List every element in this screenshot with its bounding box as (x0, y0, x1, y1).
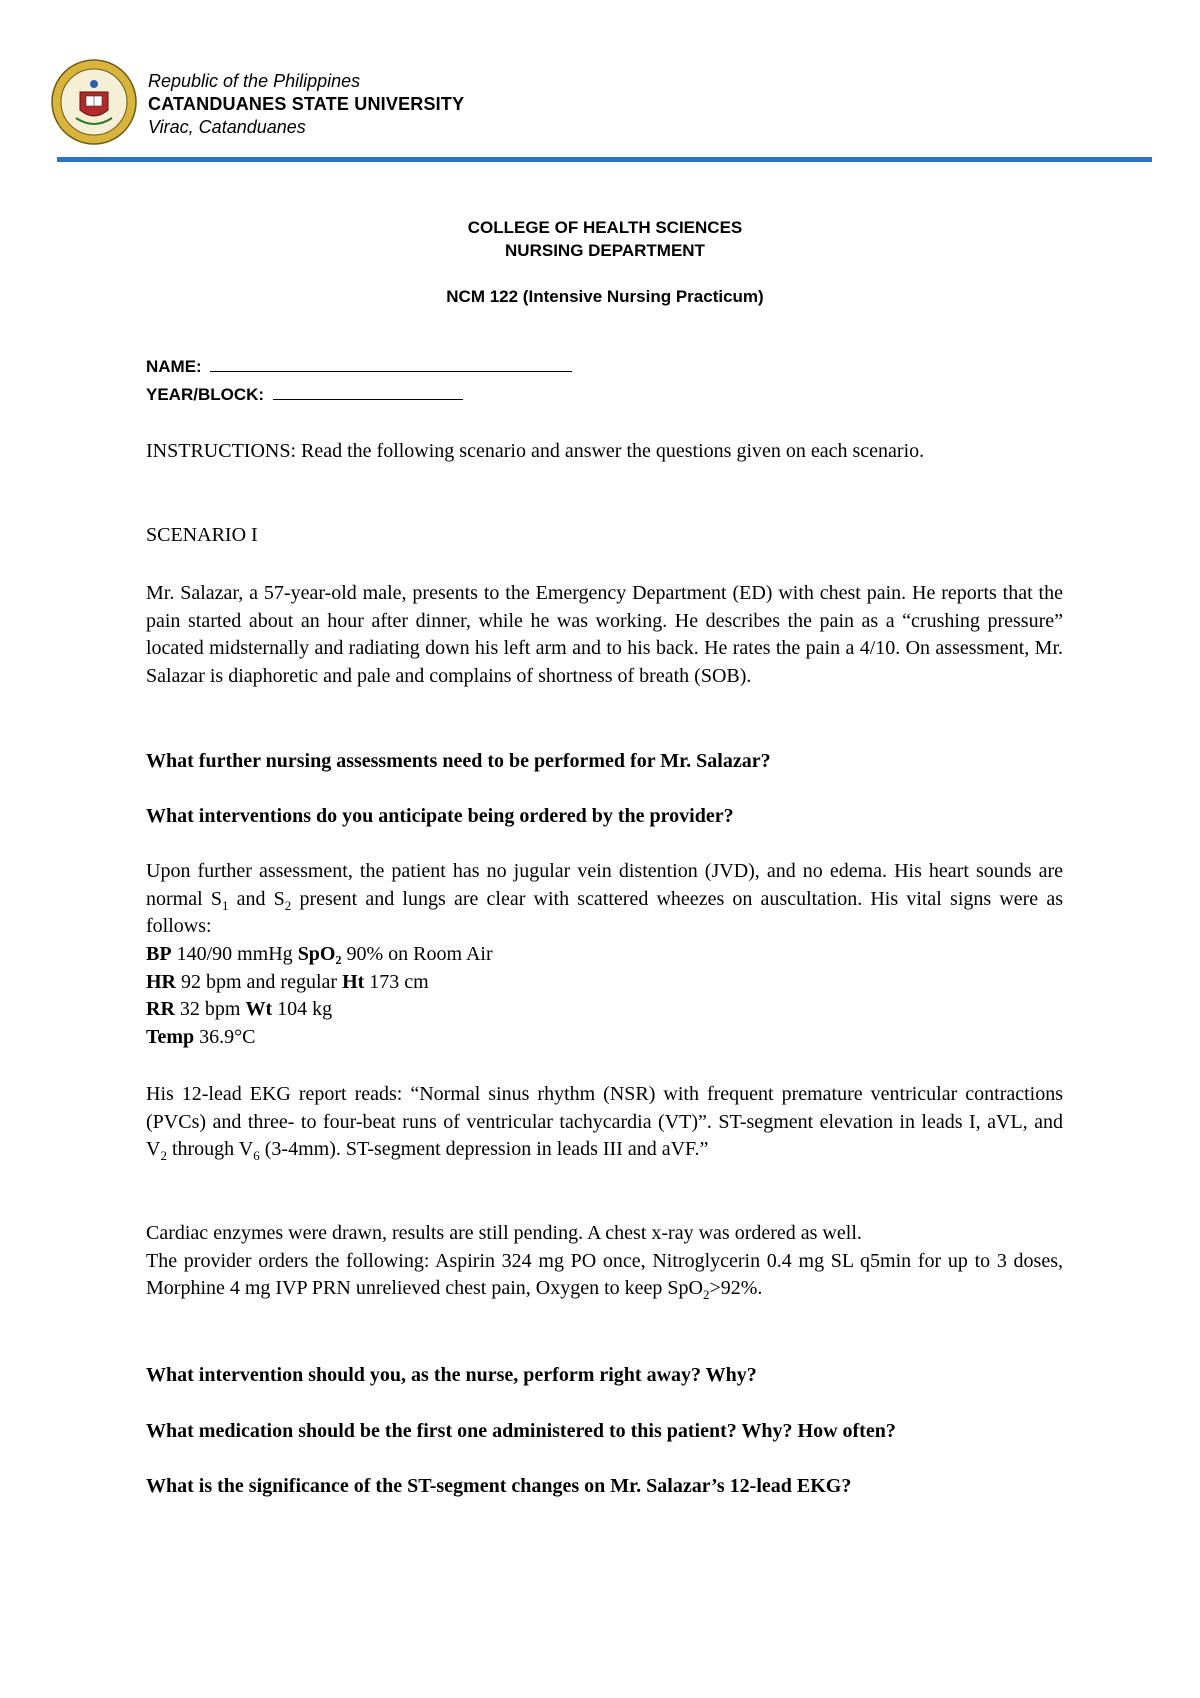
vitals-row-temp (146, 1024, 1063, 1052)
department-heading: NURSING DEPARTMENT (505, 241, 705, 260)
name-field (146, 355, 572, 377)
rr-value: 32 bpm (174, 998, 246, 1020)
bp-label: BP (146, 943, 172, 965)
yearblock-field (146, 383, 463, 405)
assessment-text-2: and S (228, 887, 285, 910)
hr-value: 92 bpm and regular (176, 970, 343, 993)
question-2: What interventions do you anticipate being ordered by the provider? (146, 805, 734, 827)
scenario-title: SCENARIO I (146, 524, 258, 546)
rr-label: RR (146, 998, 175, 1020)
question-5: What is the significance of the ST-segment changes on Mr. Salazar’s 12-lead EKG? (146, 1475, 852, 1497)
assessment-text-3: present and lungs are clear with scattered wheezes on auscultation. His vital signs were as follows: (146, 887, 1064, 937)
university-name: CATANDUANES STATE UNIVERSITY (148, 94, 465, 114)
ht-label: Ht (342, 970, 365, 993)
name-label: NAME: (146, 357, 202, 376)
university-location: Virac, Catanduanes (148, 117, 306, 137)
enzymes-line: Cardiac enzymes were drawn, results are still pending. A chest x-ray was ordered as well. (146, 1222, 862, 1244)
course-heading: NCM 122 (Intensive Nursing Practicum) (446, 287, 764, 306)
bp-value: 140/90 mmHg (171, 943, 298, 965)
instructions-paragraph: INSTRUCTIONS: Read the following scenario and answer the questions given on each scenario. (146, 440, 925, 462)
orders-text: The provider orders the following: Aspirin 324 mg PO once, Nitroglycerin 0.4 mg SL q5min for up to 3 doses, Morphine 4 mg IVP PRN unrelieved chest pain, Oxygen to keep SpO (146, 1249, 1063, 1299)
yearblock-blank-line[interactable] (273, 383, 463, 400)
orders-text-end: >92%. (709, 1277, 763, 1299)
vitals-row-hr (146, 969, 1063, 997)
ekg-text-3: (3-4mm). ST-segment depression in leads III and aVF.” (259, 1138, 709, 1160)
wt-value: 104 kg (272, 998, 333, 1020)
vital-signs-list (146, 941, 1063, 1051)
assessment-paragraph (146, 858, 1063, 941)
question-1: What further nursing assessments need to be performed for Mr. Salazar? (146, 750, 771, 772)
hr-label: HR (146, 970, 176, 993)
temp-label: Temp (146, 1025, 195, 1048)
question-3: What intervention should you, as the nurse, perform right away? Why? (146, 1364, 757, 1386)
assessment-sub-2: 2 (284, 897, 292, 913)
vitals-row-bp (146, 941, 1063, 969)
vitals-row-rr (146, 996, 1063, 1024)
question-4: What medication should be the first one administered to this patient? Why? How often? (146, 1420, 896, 1442)
temp-value: 36.9°C (194, 1025, 256, 1048)
ekg-sub-2: 6 (253, 1148, 260, 1163)
ekg-text-2: through V (166, 1138, 254, 1160)
case-paragraph: Mr. Salazar, a 57-year-old male, presents to the Emergency Department (ED) with chest pain. He reports that the pain started about an hour after dinner, while he was working. He describes the pain as a “crushing pressure” located midsternally and radiating down his left arm and to his back. He rates the pain a 4/10. On assessment, Mr. Salazar is diaphoretic and pale and complains of shortness of breath (SOB). (146, 582, 1063, 687)
republic-text: Republic of the Philippines (148, 71, 361, 91)
wt-label: Wt (245, 998, 273, 1020)
assessment-sub-1: 1 (221, 897, 229, 913)
ht-value: 173 cm (364, 970, 429, 993)
orders-sub: 2 (702, 1287, 710, 1302)
yearblock-label: YEAR/BLOCK: (146, 385, 265, 404)
university-header (148, 70, 464, 139)
name-blank-line[interactable] (210, 355, 572, 372)
college-heading: COLLEGE OF HEALTH SCIENCES (467, 218, 743, 237)
ekg-sub-1: 2 (160, 1148, 167, 1163)
spo2-label: SpO₂ (297, 943, 342, 965)
assessment-text-1: Upon further assessment, the patient has no jugular vein distention (JVD), and no edema. His heart sounds are normal S (146, 860, 1063, 910)
header-divider (57, 157, 1152, 162)
orders-paragraph (146, 1220, 1063, 1303)
ekg-paragraph (146, 1081, 1063, 1164)
university-seal-logo (50, 58, 138, 146)
ekg-text-1: His 12-lead EKG report reads: “Normal sinus rhythm (NSR) with frequent premature ventricular contractions (PVCs) and three- to four-beat runs of ventricular tachycardia (VT)”. ST-segment elevation in leads I, aVL, and V (146, 1083, 1063, 1160)
spo2-value: 90% on Room Air (341, 943, 493, 965)
